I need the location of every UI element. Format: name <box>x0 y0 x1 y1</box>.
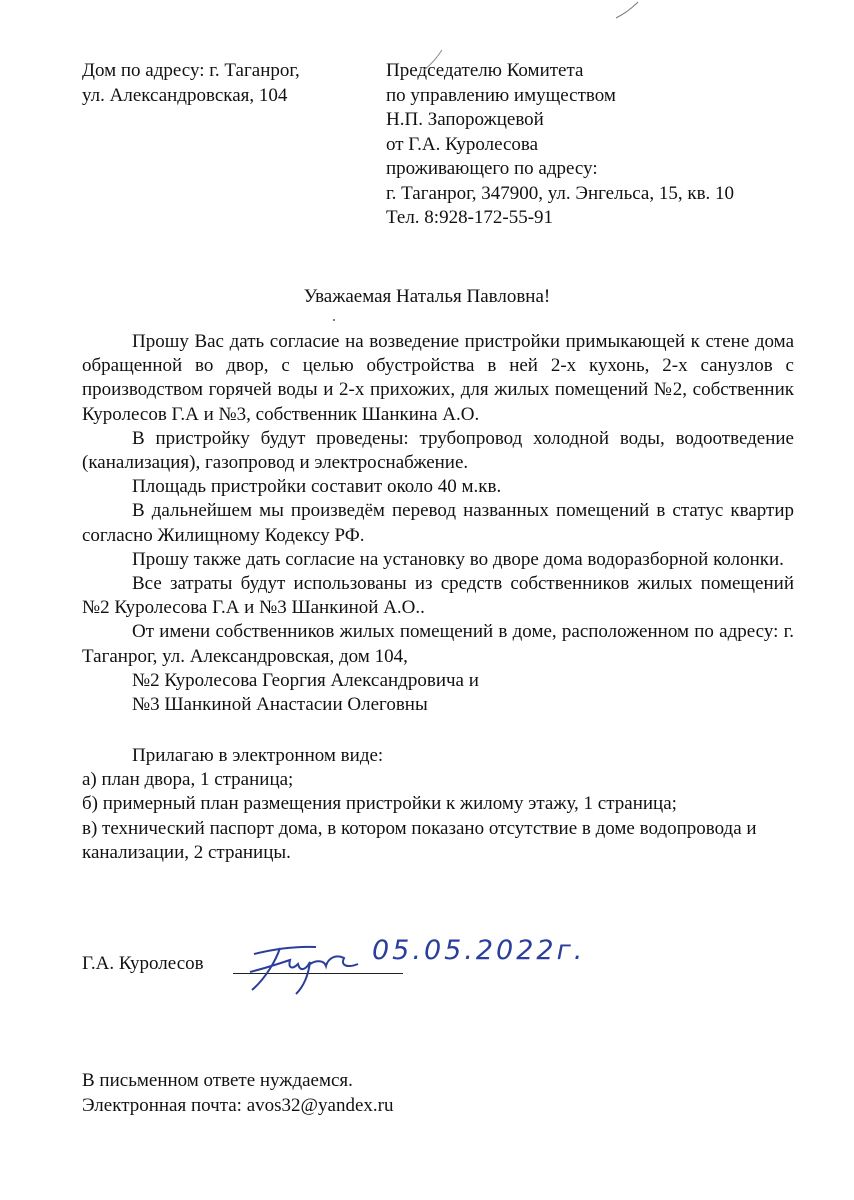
body-paragraph: Прошу также дать согласие на установку во дворе дома водоразборной колонки. <box>132 548 784 570</box>
owner-line: №2 Куролесова Георгия Александровича и <box>132 669 479 691</box>
body-paragraph: От имени собственников жилых помещений в доме, расположенном по адресу: г. Таганрог, ул. Александровская, дом 104, <box>82 621 794 667</box>
attachments-intro: Прилагаю в электронном виде: <box>132 745 384 766</box>
sender-address-line: ул. Александровская, 104 <box>82 84 288 106</box>
recipient-address-block <box>386 59 734 231</box>
body-paragraph: Площадь пристройки составит около 40 м.кв. <box>132 476 502 498</box>
pen-mark <box>418 46 448 76</box>
recipient-line: Тел. 8:928-172-55-91 <box>386 207 554 228</box>
recipient-line: Председателю Комитета <box>386 60 584 81</box>
footer-line: Электронная почта: avos32@yandex.ru <box>82 1095 394 1116</box>
attachment-item: в) технический паспорт дома, в котором показано отсутствие в доме водопровода и канализации, 2 страницы. <box>82 817 757 863</box>
sender-address-block <box>82 59 300 108</box>
body-paragraph: В дальнейшем мы произведём перевод названных помещений в статус квартир согласно Жилищному Кодексу РФ. <box>82 500 794 546</box>
recipient-line: от Г.А. Куролесова <box>386 133 539 155</box>
attachment-item: б) примерный план размещения пристройки к жилому этажу, 1 страница; <box>82 793 677 815</box>
handwritten-date: 05.05.2022г. <box>372 935 586 966</box>
pen-mark <box>612 0 642 22</box>
body-paragraph: Прошу Вас дать согласие на возведение пристройки примыкающей к стене дома обращенной во двор, с целью обустройства в ней 2-х кухонь, 2-х санузлов с производством горячей воды и 2-х прихожих, для жилых помещений №2, собственник Куролесов Г.А и №3, собственник Шанкина А.О. <box>82 331 794 425</box>
recipient-line: Н.П. Запорожцевой <box>386 109 544 130</box>
ink-dot <box>332 318 336 322</box>
recipient-line: проживающего по адресу: <box>386 158 598 179</box>
handwritten-signature <box>236 924 376 996</box>
recipient-line: г. Таганрог, 347900, ул. Энгельса, 15, кв. 10 <box>386 182 735 204</box>
attachments-block <box>82 744 797 865</box>
letter-body <box>82 330 794 717</box>
attachment-item: а) план двора, 1 страница; <box>82 769 294 791</box>
greeting: Уважаемая Наталья Павловна! <box>303 286 551 307</box>
recipient-line: по управлению имуществом <box>386 84 616 106</box>
sender-address-line: Дом по адресу: г. Таганрог, <box>82 60 300 81</box>
body-paragraph: Все затраты будут использованы из средств собственников жилых помещений №2 Куролесова Г.А и №3 Шанкиной А.О.. <box>82 573 794 619</box>
signer-name: Г.А. Куролесов <box>82 953 204 974</box>
footer-block <box>82 1068 393 1118</box>
footer-line: В письменном ответе нуждаемся. <box>82 1070 353 1091</box>
body-paragraph: В пристройку будут проведены: трубопровод холодной воды, водоотведение (канализация), газопровод и электроснабжение. <box>82 427 794 474</box>
owner-line: №3 Шанкиной Анастасии Олеговны <box>132 694 428 716</box>
